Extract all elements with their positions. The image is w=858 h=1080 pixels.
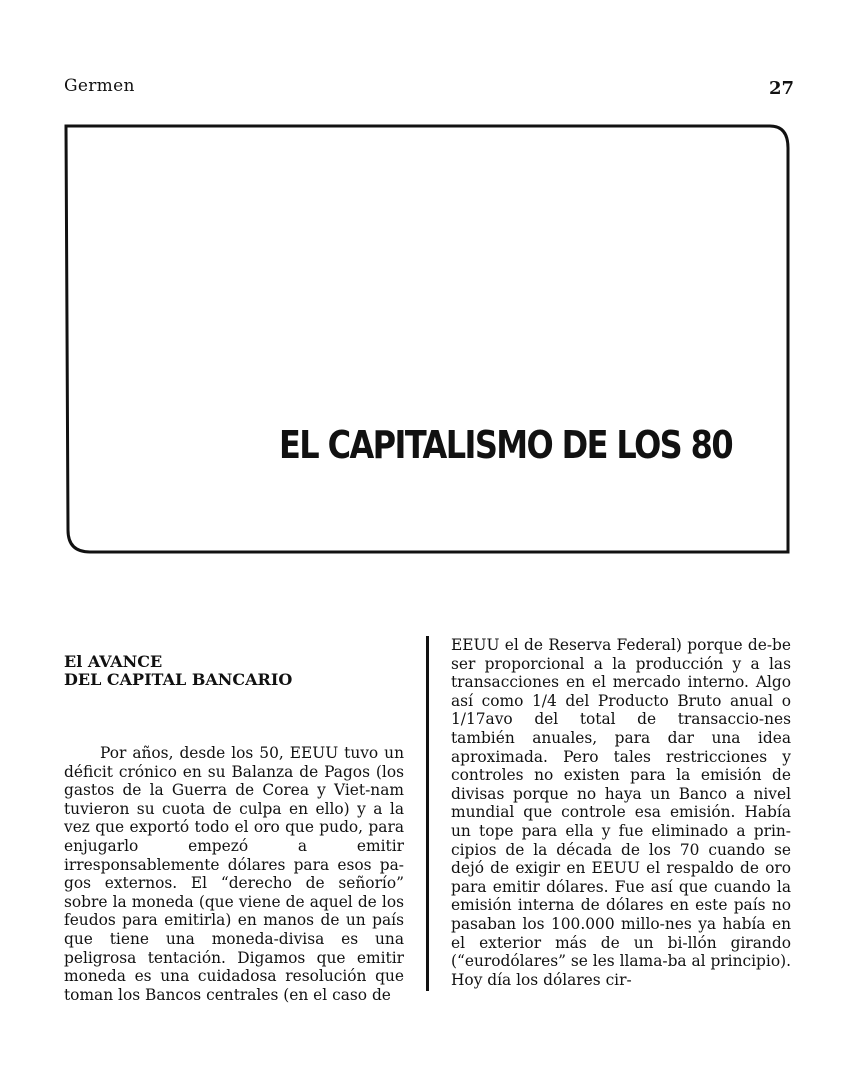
section-heading-line-1: El AVANCE bbox=[64, 652, 163, 671]
running-head: Germen bbox=[64, 76, 135, 96]
title-box-frame bbox=[64, 122, 790, 554]
left-column bbox=[64, 636, 404, 1004]
chapter-title-box bbox=[64, 122, 790, 554]
body-paragraph-left: Por años, desde los 50, EEUU tuvo un déficit crónico en su Balanza de Pagos (los gastos de la Guerra de Corea y Viet-nam tuvieron su cuota de culpa en ello) y a la vez que exportó todo el oro que pudo, para enjugarlo empezó a emitir irresponsablemente dólares para esos pa-gos externos. El “derecho de señorío” sobre la moneda (que viene de aquel de los feudos para emitirla) en manos de un país que tiene una moneda-divisa es una peligrosa tentación. Digamos que emitir moneda es una cuidadosa resolución que toman los Bancos centrales (en el caso de bbox=[64, 744, 404, 1004]
column-rule bbox=[426, 636, 429, 991]
section-heading bbox=[64, 653, 404, 689]
body-paragraph-right: EEUU el de Reserva Federal) porque de-be ser proporcional a la producción y a las transacciones en el mercado interno. Algo así como 1/4 del Producto Bruto anual o 1/17avo del total de transaccio-nes también anuales, para dar una idea aproximada. Pero tales restricciones y controles no existen para la emisión de divisas porque no haya un Banco a nivel mundial que controle esa emisión. Había un tope para ella y fue eliminado a prin-cipios de la década de los 70 cuando se dejó de exigir en EEUU el respaldo de oro para emitir dólares. Fue así que cuando la emisión interna de dólares en este país no pasaban los 100.000 millo-nes ya había en el exterior más de un bi-llón girando (“eurodólares” se les llama-ba al principio). Hoy día los dólares cir- bbox=[451, 636, 791, 989]
section-heading-line-2: DEL CAPITAL BANCARIO bbox=[64, 670, 293, 689]
chapter-title: EL CAPITALISMO DE LOS 80 bbox=[279, 422, 732, 468]
page-number: 27 bbox=[768, 78, 794, 99]
right-column bbox=[451, 636, 791, 989]
